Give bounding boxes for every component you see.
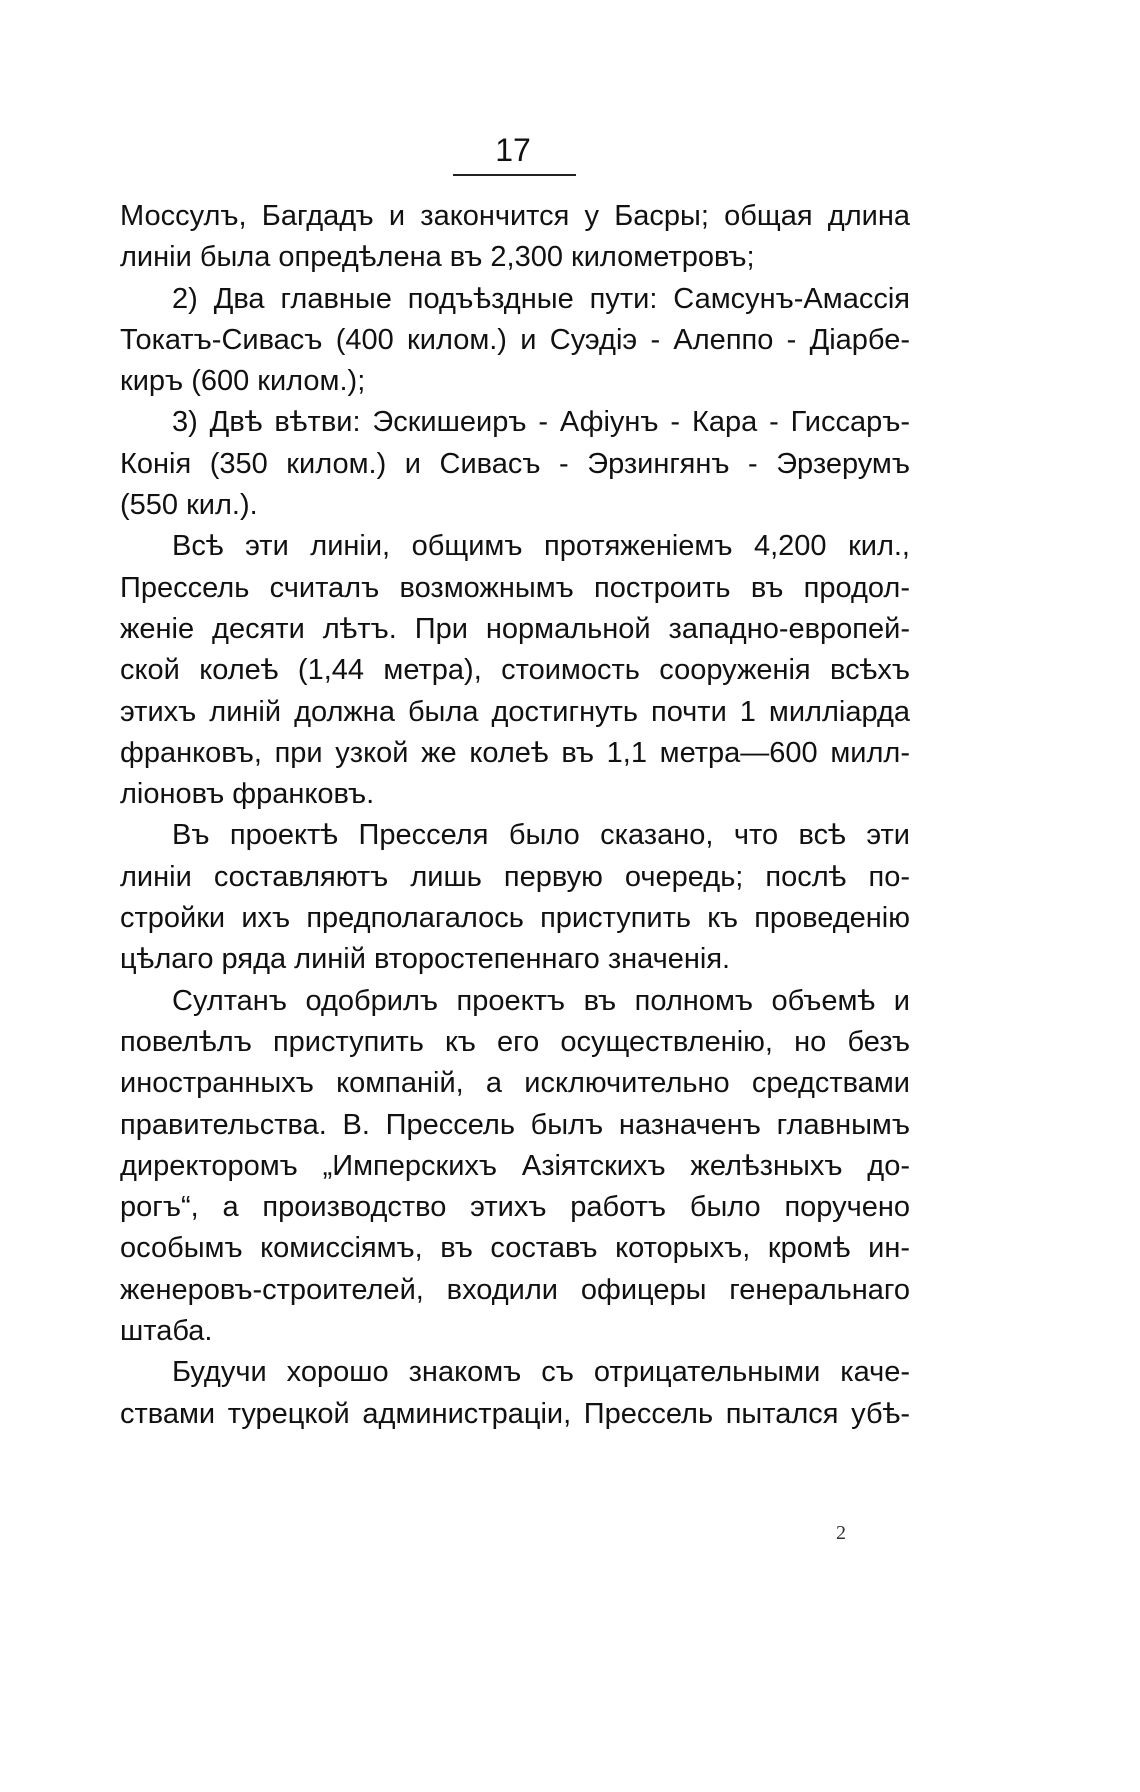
text-line: киръ (600 килом.); bbox=[120, 365, 366, 398]
text-line: Будучи хорошо знакомъ съ отрицательными каче- bbox=[172, 1356, 910, 1389]
text-line: Конiя (350 килом.) и Сивасъ - Эрзингянъ - Эрзерумъ bbox=[120, 447, 910, 480]
text-line: повелѣлъ приступить къ его осуществленiю, но безъ bbox=[120, 1025, 910, 1058]
text-line: Прессель считалъ возможнымъ построить въ продол- bbox=[120, 571, 910, 604]
page-number-rule bbox=[453, 174, 576, 176]
body-text bbox=[120, 196, 910, 1435]
text-line: (550 кил.). bbox=[120, 489, 258, 522]
text-line: Въ проектѣ Пресселя было сказано, что всѣ эти bbox=[172, 819, 910, 852]
text-line: Моссулъ, Багдадъ и закончится у Басры; общая длина bbox=[120, 200, 910, 232]
text-line: правительства. В. Прессель былъ назначенъ главнымъ bbox=[120, 1108, 910, 1141]
text-line: ствами турецкой администрацiи, Прессель пытался убѣ- bbox=[120, 1397, 910, 1430]
text-line: лiоновъ франковъ. bbox=[120, 778, 375, 811]
text-line: женеровъ-строителей, входили офицеры генеральнаго bbox=[120, 1273, 910, 1306]
page-number: 17 bbox=[495, 132, 531, 168]
text-line: Султанъ одобрилъ проектъ въ полномъ объемѣ и bbox=[172, 984, 910, 1017]
text-line: 3) Двѣ вѣтви: Эскишеиръ - Афiунъ - Кара - Гиссаръ- bbox=[172, 406, 910, 439]
text-line: Всѣ эти линiи, общимъ протяженiемъ 4,200 кил., bbox=[172, 530, 910, 563]
text-line: стройки ихъ предполагалось приступить къ проведенiю bbox=[120, 902, 910, 935]
text-line: женiе десяти лѣтъ. При нормальной западно-европей- bbox=[120, 612, 910, 645]
text-line: франковъ, при узкой же колеѣ въ 1,1 метра—600 милл- bbox=[120, 736, 910, 769]
text-line: цѣлаго ряда линiй второстепеннаго значенiя. bbox=[120, 943, 731, 976]
text-line: директоромъ „Имперскихъ Азiятскихъ желѣзныхъ до- bbox=[120, 1149, 910, 1182]
text-line: линiи составляютъ лишь первую очередь; послѣ по- bbox=[120, 860, 910, 893]
text-line: линiи была опредѣлена въ 2,300 километровъ; bbox=[120, 241, 755, 274]
text-line: Токатъ-Сивасъ (400 килом.) и Суэдiэ - Алеппо - Дiарбе- bbox=[120, 323, 910, 356]
text-line: штаба. bbox=[120, 1315, 213, 1348]
signature-mark: 2 bbox=[836, 1522, 846, 1544]
text-line: ской колеѣ (1,44 метра), стоимость сооруженiя всѣхъ bbox=[120, 654, 910, 687]
text-line: особымъ комиссiямъ, въ составъ которыхъ, кромѣ ин- bbox=[120, 1232, 910, 1265]
text-line: рогъ“, а производство этихъ работъ было поручено bbox=[120, 1191, 910, 1224]
text-line: 2) Два главные подъѣздные пути: Самсунъ-Амассiя bbox=[172, 282, 910, 315]
text-line: иностранныхъ компанiй, а исключительно средствами bbox=[120, 1067, 910, 1100]
text-line: этихъ линiй должна была достигнуть почти 1 миллiарда bbox=[120, 695, 910, 728]
